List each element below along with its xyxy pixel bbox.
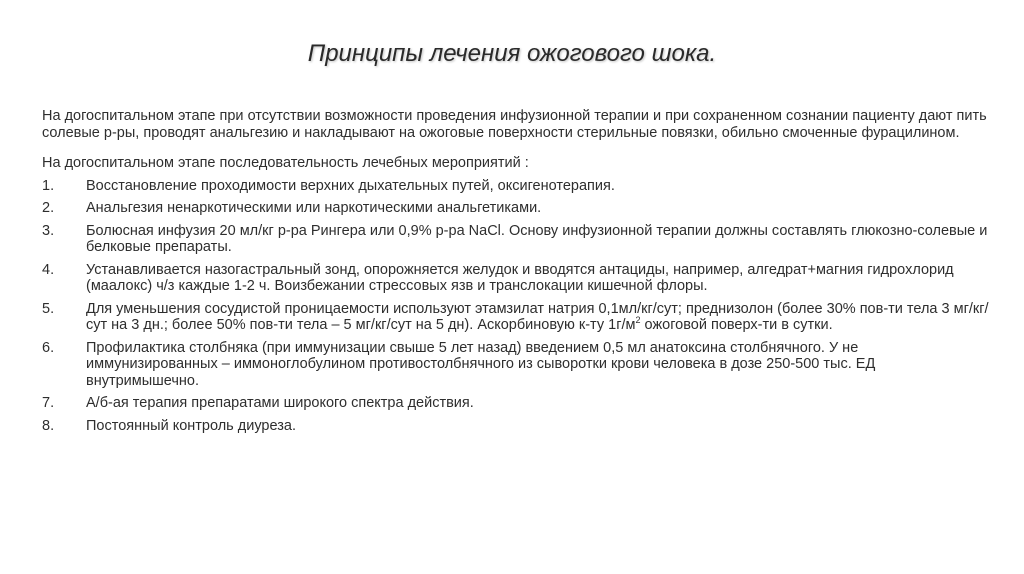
list-item-text: Болюсная инфузия 20 мл/кг р-ра Рингера или 0,9% р-ра NaCl. Основу инфузионной терапии должны составлять глюкозно-солевые и белковые препараты.: [86, 222, 988, 255]
list-item-text: Восстановление проходимости верхних дыхательных путей, оксигенотерапия.: [86, 177, 615, 194]
list-item: [42, 340, 992, 390]
list-item-number: 7.: [42, 395, 55, 411]
list-item-text: А/б-ая терапия препаратами широкого спектра действия.: [86, 395, 474, 411]
slide-title: Принципы лечения ожогового шока.: [307, 40, 717, 67]
list-item: [42, 262, 992, 295]
superscript: 2: [635, 315, 641, 326]
treatment-steps-list: [42, 178, 992, 435]
list-item-text: Анальгезия ненаркотическими или наркотическими анальгетиками.: [86, 200, 542, 216]
slide-content: [42, 108, 992, 434]
list-item: [42, 395, 992, 412]
list-item-text: Постоянный контроль диуреза.: [86, 417, 296, 434]
list-item-text-part: ожоговой поверх-ти в сутки.: [640, 317, 833, 333]
list-item-number: 6.: [42, 339, 55, 356]
list-item: [42, 418, 992, 435]
list-item-text: Устанавливается назогастральный зонд, опорожняется желудок и вводятся антациды, например, алгедрат+магния гидрохлорид (маалокс) ч/з каждые 1-2 ч. Воизбежании стрессовых язв и транслокации кишечной флоры.: [86, 261, 954, 294]
list-item: [42, 200, 992, 217]
list-item-number: 8.: [42, 417, 55, 434]
list-item-number: 3.: [42, 222, 55, 239]
sequence-heading: На догоспитальном этапе последовательность лечебных мероприятий :: [42, 155, 529, 171]
intro-paragraph: На догоспитальном этапе при отсутствии возможности проведения инфузионной терапии и при сохраненном сознании пациенту дают пить солевые р-ры, проводят анальгезию и накладывают на ожоговые поверхности стерильные повязки, обильно смоченные фурацилином.: [42, 108, 987, 141]
list-item-number: 2.: [42, 200, 55, 216]
list-item-text: [86, 301, 992, 334]
list-item-text-part: Для уменьшения сосудистой проницаемости используют этамзилат натрия 0,1мл/кг/сут; преднизолон (более 30% пов-ти тела 3 мг/кг/сут на 3 дн.; более 50% пов-ти тела – 5 мг/кг/сут на 5 дн). Аскорбиновую к-ту 1г/м: [86, 300, 989, 333]
list-item-number: 5.: [42, 300, 55, 317]
list-item-number: 4.: [42, 261, 55, 278]
list-item-text: Профилактика столбняка (при иммунизации свыше 5 лет назад) введением 0,5 мл анатоксина столбнячного. У не иммунизированных – иммоноглобулином противостолбнячного из сыворотки крови человека в дозе 250-500 тыс. ЕД внутримышечно.: [86, 339, 876, 389]
list-item: [42, 178, 992, 195]
list-item-number: 1.: [42, 177, 55, 194]
list-item: [42, 223, 992, 256]
list-item: [42, 301, 992, 334]
